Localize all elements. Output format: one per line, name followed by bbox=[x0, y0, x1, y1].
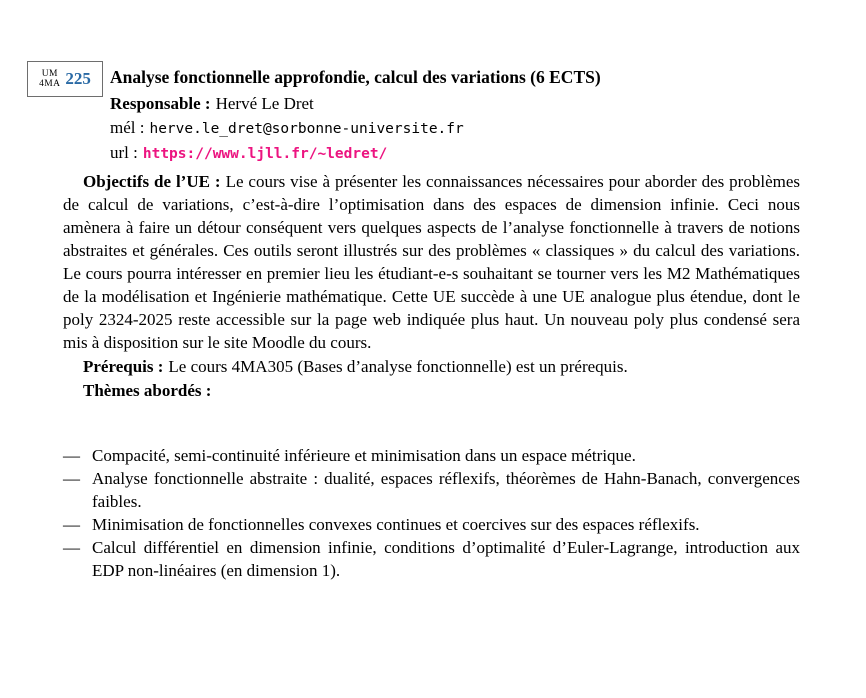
page-title: Analyse fonctionnelle approfondie, calcul des variations (6 ECTS) bbox=[110, 67, 601, 87]
badge-org-label: UM bbox=[41, 69, 58, 79]
url-line bbox=[110, 141, 464, 166]
dash-bullet: — bbox=[63, 446, 80, 465]
email-value: herve.le_dret@sorbonne-universite.fr bbox=[149, 121, 464, 137]
objectifs-text: Le cours vise à présenter les connaissances nécessaires pour aborder des problèmes de calcul de variations, c’est-à-dire l’optimisation dans des espaces de dimension infinie. Ceci nous amènera à faire un détour conséquent vers quelques aspects de l’analyse fonctionnelle à travers de notions abstraites et générales. Ces outils seront illustrés sur des problèmes « classiques » du calcul des variations. Le cours pourra intéresser en premier lieu les étudiant-e-s souhaitant se tourner vers les M2 Mathématiques de la modélisation et Ingénierie mathématique. Cette UE succède à une UE analogue plus étendue, dont le poly 2324-2025 reste accessible sur la page web indiquée plus haut. Un nouveau poly plus condensé sera mis à disposition sur le site Moodle du cours. bbox=[63, 172, 800, 352]
list-item bbox=[63, 444, 800, 467]
objectifs-label: Objectifs de l’UE : bbox=[83, 172, 221, 191]
dash-bullet: — bbox=[63, 538, 80, 557]
responsable-line bbox=[110, 92, 464, 116]
prerequis-label: Prérequis : bbox=[83, 357, 164, 376]
theme-text: Compacité, semi-continuité inférieure et minimisation dans un espace métrique. bbox=[92, 446, 636, 465]
course-webpage-link[interactable]: https://www.ljll.fr/~ledret/ bbox=[142, 146, 388, 162]
main-text-column bbox=[63, 170, 800, 582]
theme-text: Calcul différentiel en dimension infinie, conditions d’optimalité d’Euler-Lagrange, introduction aux EDP non-linéaires (en dimension 1). bbox=[92, 538, 800, 580]
responsable-name: Hervé Le Dret bbox=[215, 94, 314, 113]
contact-info bbox=[110, 92, 464, 166]
badge-codes bbox=[39, 69, 60, 89]
themes-list bbox=[63, 444, 800, 582]
dash-bullet: — bbox=[63, 515, 80, 534]
badge-program-label: 4MA bbox=[39, 79, 61, 89]
badge-course-number: 225 bbox=[65, 69, 91, 88]
responsable-label: Responsable : bbox=[110, 94, 211, 113]
list-item bbox=[63, 536, 800, 582]
list-item bbox=[63, 513, 800, 536]
email-line bbox=[110, 116, 464, 141]
prerequis-text: Le cours 4MA305 (Bases d’analyse fonctionnelle) est un prérequis. bbox=[168, 357, 628, 376]
theme-text: Minimisation de fonctionnelles convexes continues et coercives sur des espaces réflexifs. bbox=[92, 515, 700, 534]
prerequis-paragraph bbox=[63, 355, 800, 378]
email-label: mél : bbox=[110, 118, 145, 137]
theme-text: Analyse fonctionnelle abstraite : dualité, espaces réflexifs, théorèmes de Hahn-Banach, convergences faibles. bbox=[92, 469, 800, 511]
themes-heading: Thèmes abordés : bbox=[83, 381, 212, 400]
list-item bbox=[63, 467, 800, 513]
dash-bullet: — bbox=[63, 469, 80, 488]
objectifs-paragraph bbox=[63, 170, 800, 354]
url-label: url : bbox=[110, 143, 138, 162]
course-code-badge bbox=[27, 61, 103, 97]
